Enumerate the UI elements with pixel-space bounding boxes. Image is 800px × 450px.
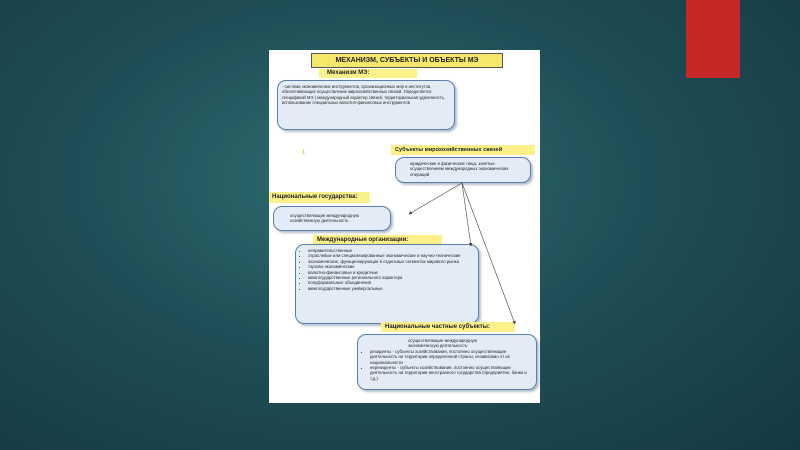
arrow-to-international-orgs xyxy=(462,183,471,246)
slide-title: МЕХАНИЗМ, СУБЪЕКТЫ И ОБЪЕКТЫ МЭ xyxy=(311,53,503,68)
arrow-to-private-subjects xyxy=(462,183,515,324)
national-states-text: осуществляющие международную хозяйственную деятельность xyxy=(290,213,359,224)
private-subjects-intro: осуществляющие международную экономическую деятельность: xyxy=(408,338,477,349)
list-item: • межгосударственные регионального характера xyxy=(308,275,474,280)
list-item: • валютно-финансовые и кредитные xyxy=(308,270,474,275)
private-subjects-heading: Национальные частные субъекты: xyxy=(381,322,515,332)
arrow-to-national-states xyxy=(409,183,462,214)
slide-page xyxy=(269,50,540,403)
mechanism-heading: Механизм МЭ: xyxy=(319,69,417,78)
list-item: • полуформальные объединения xyxy=(308,280,474,285)
slide-marker: 1 xyxy=(302,150,306,156)
list-item: • торгово-экономические xyxy=(308,264,474,269)
subjects-text: юридические и физические лица, занятые осуществлением международных экономических операций xyxy=(410,161,509,177)
list-item: • резиденты - субъекты хозяйствования, постоянно осуществляющие деятельность на территории определенной страны, независимо от их национальности xyxy=(370,349,532,365)
list-item: • экономические, функционирующие в отдельных сегментах мирового рынка xyxy=(308,259,474,264)
national-states-heading: Национальные государства: xyxy=(269,192,370,203)
connector-arrows xyxy=(269,50,540,403)
list-item: • межгосударственные универсальные xyxy=(308,286,474,291)
subjects-heading: Субъекты мирохозяйственных связей xyxy=(391,145,535,155)
list-item: • нерезиденты - субъекты хозяйствования, постоянно осуществляющие деятельность на территории иностранного государства (предприятие, банки и т.д.) xyxy=(370,365,532,381)
list-item: • отраслевые или специализированные экономические и научно-технические xyxy=(308,253,474,258)
red-accent-block xyxy=(686,0,740,78)
list-item: • неправительственные xyxy=(308,248,474,253)
international-orgs-heading: Международные организации: xyxy=(313,235,442,245)
mechanism-text: - система экономических инструментов, организационных мер и институтов, обеспечивающих осуществление мирохозяйственных связей. Определяется спецификой МЭ ( международный характер связей, территориальная удаленность, использование специальных валютно-финансовых инструментов xyxy=(282,84,446,105)
